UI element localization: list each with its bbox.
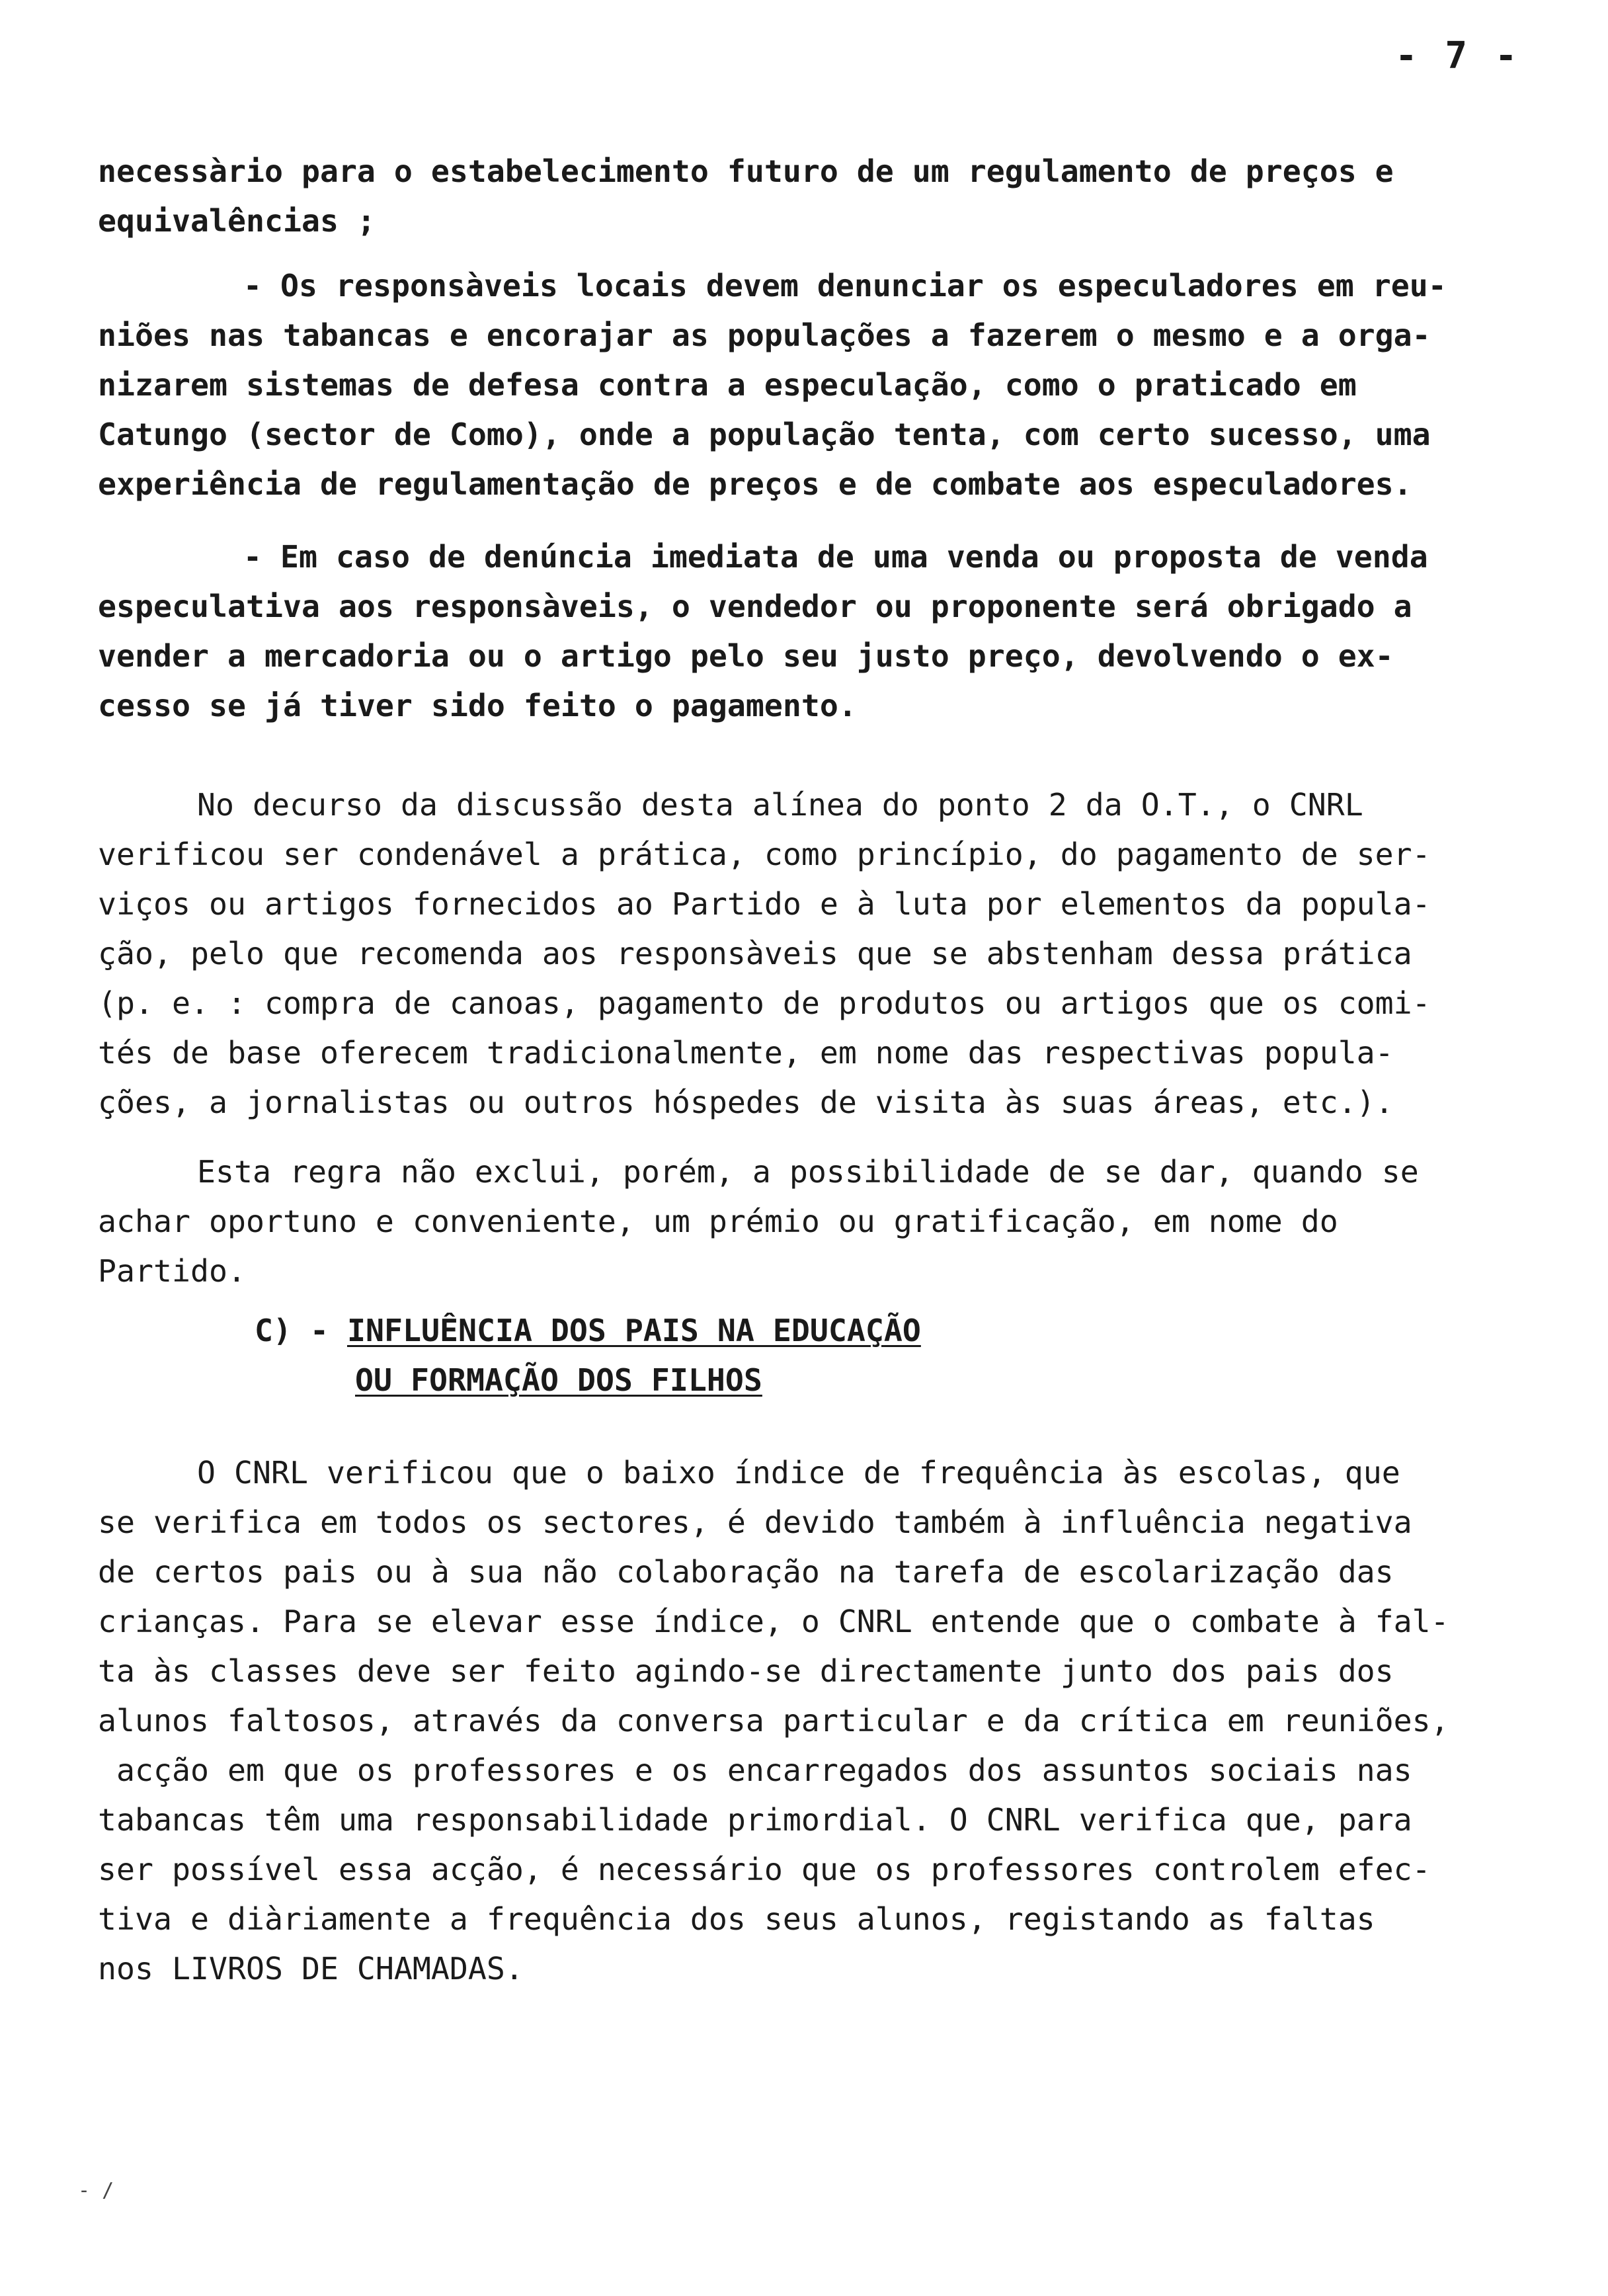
paragraph-continuation bbox=[98, 147, 1539, 246]
text-line: verificou ser condenável a prática, como princípio, do pagamento de ser- bbox=[98, 837, 1431, 872]
text-line: viços ou artigos fornecidos ao Partido e à luta por elementos da popula- bbox=[98, 886, 1431, 922]
section-heading-line-2: OU FORMAÇÃO DOS FILHOS bbox=[355, 1362, 762, 1398]
text-line: alunos faltosos, através da conversa particular e da crítica em reuniões, bbox=[98, 1703, 1449, 1739]
text-line: ta às classes deve ser feito agindo-se directamente junto dos pais dos bbox=[98, 1653, 1394, 1689]
text-line: especulativa aos responsàveis, o vendedor ou proponente será obrigado a bbox=[98, 589, 1412, 624]
text-line: acção em que os professores e os encarregados dos assuntos sociais nas bbox=[98, 1752, 1412, 1788]
paragraph-immediate-report bbox=[98, 532, 1539, 731]
text-line: nos LIVROS DE CHAMADAS. bbox=[98, 1951, 524, 1987]
text-line: se verifica em todos os sectores, é devido também à influência negativa bbox=[98, 1504, 1412, 1540]
text-line: equivalências ; bbox=[98, 203, 376, 239]
text-line: - Os responsàveis locais devem denunciar os especuladores em reu- bbox=[243, 268, 1447, 304]
text-line: O CNRL verificou que o baixo índice de frequência às escolas, que bbox=[197, 1455, 1400, 1491]
text-line: ções, a jornalistas ou outros hóspedes de visita às suas áreas, etc.). bbox=[98, 1085, 1394, 1120]
margin-mark: - / bbox=[78, 2179, 114, 2202]
page-number: - 7 - bbox=[1395, 34, 1520, 77]
paragraph-rule-exception bbox=[98, 1147, 1539, 1296]
text-line: Partido. bbox=[98, 1253, 246, 1289]
text-line: ção, pelo que recomenda aos responsàveis que se abstenham dessa prática bbox=[98, 936, 1412, 971]
text-line: tabancas têm uma responsabilidade primordial. O CNRL verifica que, para bbox=[98, 1802, 1412, 1838]
paragraph-denunciation bbox=[98, 261, 1539, 509]
text-line: niões nas tabancas e encorajar as populações a fazerem o mesmo e a orga- bbox=[98, 317, 1431, 353]
text-line: vender a mercadoria ou o artigo pelo seu justo preço, devolvendo o ex- bbox=[98, 638, 1394, 674]
text-line: - Em caso de denúncia imediata de uma venda ou proposta de venda bbox=[243, 539, 1428, 575]
section-heading-line-1: INFLUÊNCIA DOS PAIS NA EDUCAÇÃO bbox=[346, 1313, 921, 1348]
text-line: crianças. Para se elevar esse índice, o CNRL entende que o combate à fal- bbox=[98, 1604, 1449, 1639]
text-line: tiva e diàriamente a frequência dos seus alunos, registando as faltas bbox=[98, 1901, 1375, 1937]
text-line: tés de base oferecem tradicionalmente, em nome das respectivas popula- bbox=[98, 1035, 1394, 1071]
text-line: cesso se já tiver sido feito o pagamento. bbox=[98, 688, 857, 723]
text-line: Catungo (sector de Como), onde a população tenta, com certo sucesso, uma bbox=[98, 417, 1431, 452]
text-line: necessàrio para o estabelecimento futuro de um regulamento de preços e bbox=[98, 153, 1394, 189]
paragraph-school-attendance bbox=[98, 1448, 1539, 1994]
text-line: Esta regra não exclui, porém, a possibilidade de se dar, quando se bbox=[197, 1154, 1419, 1190]
text-line: experiência de regulamentação de preços e de combate aos especuladores. bbox=[98, 466, 1412, 502]
section-heading-prefix: C) - bbox=[255, 1313, 347, 1348]
section-heading bbox=[255, 1306, 921, 1405]
text-line: No decurso da discussão desta alínea do ponto 2 da O.T., o CNRL bbox=[197, 787, 1363, 823]
text-line: achar oportuno e conveniente, um prémio ou gratificação, em nome do bbox=[98, 1204, 1338, 1239]
text-line: de certos pais ou à sua não colaboração na tarefa de escolarização das bbox=[98, 1554, 1394, 1590]
text-line: nizarem sistemas de defesa contra a especulação, como o praticado em bbox=[98, 367, 1357, 403]
text-line: (p. e. : compra de canoas, pagamento de produtos ou artigos que os comi- bbox=[98, 985, 1431, 1021]
paragraph-payment-practice bbox=[98, 780, 1539, 1128]
text-line: ser possível essa acção, é necessário que os professores controlem efec- bbox=[98, 1852, 1431, 1887]
